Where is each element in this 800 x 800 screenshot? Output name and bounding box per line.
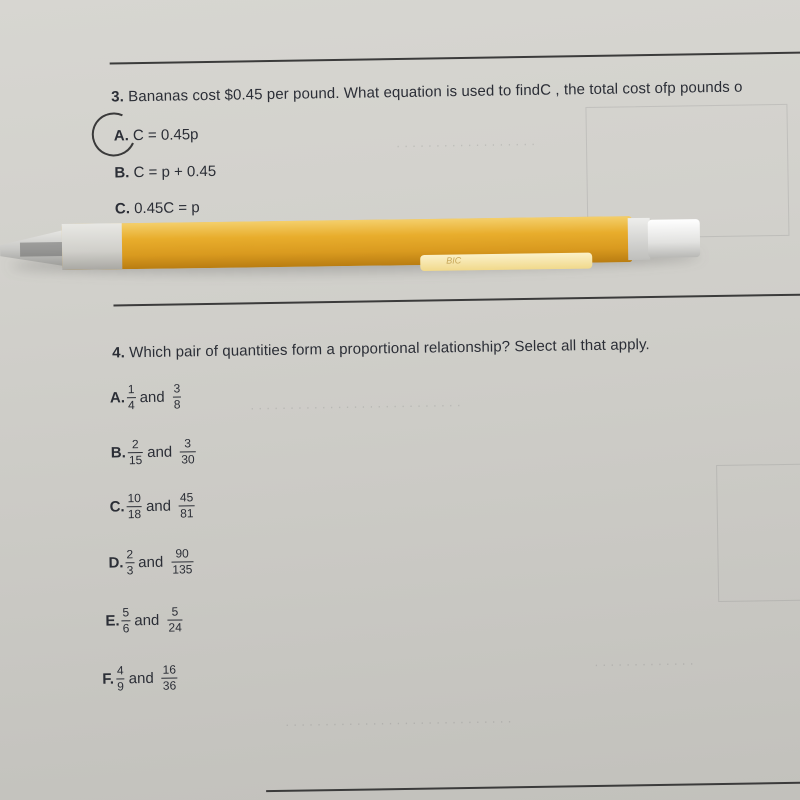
denominator: 81 xyxy=(180,506,194,521)
denominator: 24 xyxy=(168,620,182,635)
fraction-first xyxy=(128,438,144,468)
choice-letter: D. xyxy=(108,554,124,572)
numerator: 3 xyxy=(173,381,181,396)
question-3-number: 3. xyxy=(111,88,125,106)
question-3-choice-b[interactable] xyxy=(114,163,216,182)
and-connector: and xyxy=(128,670,154,688)
fraction-second xyxy=(162,664,178,694)
and-connector: and xyxy=(134,611,160,630)
choice-letter: E. xyxy=(105,612,120,630)
and-connector: and xyxy=(139,388,165,407)
choice-letter: F. xyxy=(102,670,115,688)
question-4-choice-e[interactable] xyxy=(105,605,183,636)
denominator: 135 xyxy=(172,562,193,577)
question-4-choice-d[interactable] xyxy=(108,547,193,578)
fraction-first xyxy=(121,606,130,635)
section-divider xyxy=(110,52,800,65)
numerator: 16 xyxy=(162,662,177,677)
fraction-second xyxy=(171,547,193,577)
fraction-first xyxy=(126,492,142,522)
pencil-tip-shade xyxy=(20,242,64,257)
fraction-first xyxy=(127,383,136,412)
question-3-text xyxy=(111,79,743,106)
denominator: 8 xyxy=(173,397,181,412)
numerator: 5 xyxy=(171,604,179,619)
section-divider xyxy=(113,293,800,306)
fraction-second xyxy=(179,491,195,521)
question-4-choice-c[interactable] xyxy=(109,491,194,522)
denominator: 6 xyxy=(122,621,130,636)
section-divider xyxy=(266,781,800,792)
numerator: 5 xyxy=(122,605,130,620)
question-4-prompt: Which pair of quantities form a proportional relationship? Select all that apply. xyxy=(129,336,650,362)
question-4-number: 4. xyxy=(112,344,126,362)
numerator: 10 xyxy=(127,491,141,506)
choice-text: C = 0.45p xyxy=(132,126,199,145)
denominator: 36 xyxy=(162,678,177,694)
numerator: 45 xyxy=(179,490,194,505)
fraction-second xyxy=(172,382,181,411)
numerator: 1 xyxy=(127,382,135,397)
numerator: 3 xyxy=(184,436,192,451)
fraction-first xyxy=(125,548,134,577)
question-4-choice-b[interactable] xyxy=(111,437,196,468)
numerator: 2 xyxy=(126,547,134,562)
fraction-second xyxy=(167,605,183,635)
question-4-choice-f[interactable] xyxy=(102,664,177,694)
choice-letter: A. xyxy=(113,127,129,145)
bleed-through-text: · · · · · · · · · · · · · · · · · · xyxy=(395,135,536,154)
question-3-prompt: Bananas cost $0.45 per pound. What equation is used to findC , the total cost ofp pounds o xyxy=(128,78,743,106)
numerator: 2 xyxy=(131,437,139,452)
denominator: 4 xyxy=(127,398,135,413)
mechanical-pencil xyxy=(0,209,710,279)
question-4-choice-a[interactable] xyxy=(110,382,182,412)
choice-letter: B. xyxy=(110,444,126,462)
choice-letter: C. xyxy=(114,200,131,218)
and-connector: and xyxy=(147,443,173,462)
fraction-second xyxy=(180,437,196,467)
denominator: 30 xyxy=(181,452,195,467)
choice-letter: C. xyxy=(109,498,125,516)
bleed-through-text: · · · · · · · · · · · · · · · · · · · · · · · · · · · xyxy=(249,397,461,416)
question-4-text xyxy=(112,336,650,361)
pencil-grip xyxy=(62,223,123,270)
choice-text: 0.45C = p xyxy=(134,199,200,218)
numerator: 4 xyxy=(116,663,124,678)
pencil-brand-logo: BIC xyxy=(446,255,462,266)
choice-letter: B. xyxy=(114,164,130,182)
and-connector: and xyxy=(145,497,172,516)
choice-letter: A. xyxy=(109,389,126,407)
question-3-choice-a[interactable] xyxy=(114,126,199,144)
denominator: 3 xyxy=(126,563,134,578)
bleed-through-text: · · · · · · · · · · · · · · · · · · · · · · · · · · · · · xyxy=(284,713,512,732)
pencil-eraser xyxy=(648,219,701,258)
and-connector: and xyxy=(138,553,164,572)
question-3-choice-c[interactable] xyxy=(115,199,200,217)
numerator: 90 xyxy=(175,546,189,561)
denominator: 9 xyxy=(117,679,124,694)
bleed-through-text: · · · · · · · · · · · · · xyxy=(594,655,694,672)
denominator: 18 xyxy=(127,507,142,522)
bleed-through-table xyxy=(716,463,800,602)
choice-text: C = p + 0.45 xyxy=(133,162,217,182)
denominator: 15 xyxy=(128,453,143,468)
fraction-first xyxy=(116,664,125,693)
